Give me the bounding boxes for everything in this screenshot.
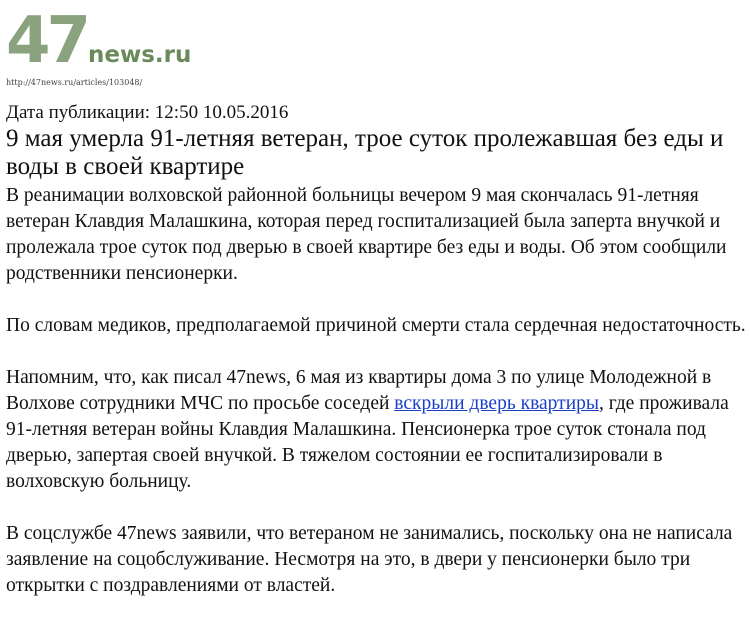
paragraph-2: По словам медиков, предполагаемой причиной смерти стала сердечная недостаточность. [6, 315, 746, 336]
paragraph-4: В соцслужбе 47news заявили, что ветераном не занимались, поскольку она не написала заявление на соцобслуживание. Несмотря на это, в двери у пенсионерки было три открытки с поздравлениями от властей. [6, 523, 733, 596]
paragraph-3-after: , где проживала 91-летняя ветеран войны Клавдия Малашкина. Пенсионерка трое суток стонала под дверью, запертая своей внучкой. В тяжелом состоянии ее госпитализировали в волховскую больницу. [6, 393, 729, 492]
logo-text: news.ru [88, 42, 192, 68]
article-title: 9 мая умерла 91-летняя ветеран, трое суток пролежавшая без еды и воды в своей квартире [6, 125, 724, 180]
article-body [6, 183, 748, 625]
paragraph-3-before: Напомним, что, как писал 47news, 6 мая из квартиры дома 3 по улице Молодежной в Волхове сотрудники МЧС по просьбе соседей [6, 367, 712, 414]
paragraph-1: В реанимации волховской районной больницы вечером 9 мая скончалась 91-летняя ветеран Клавдия Малашкина, которая перед госпитализацией была заперта внучкой и пролежала трое суток под дверью в своей квартире без еды и воды. Об этом сообщили родственники пенсионерки. [6, 185, 727, 284]
site-logo[interactable] [6, 4, 206, 78]
door-opened-link[interactable]: вскрыли дверь квартиры [394, 393, 599, 414]
article-url: http://47news.ru/articles/103048/ [6, 78, 143, 87]
logo-number: 47 [6, 4, 88, 78]
paragraph-3 [6, 365, 748, 495]
publication-date: Дата публикации: 12:50 10.05.2016 [6, 102, 289, 123]
